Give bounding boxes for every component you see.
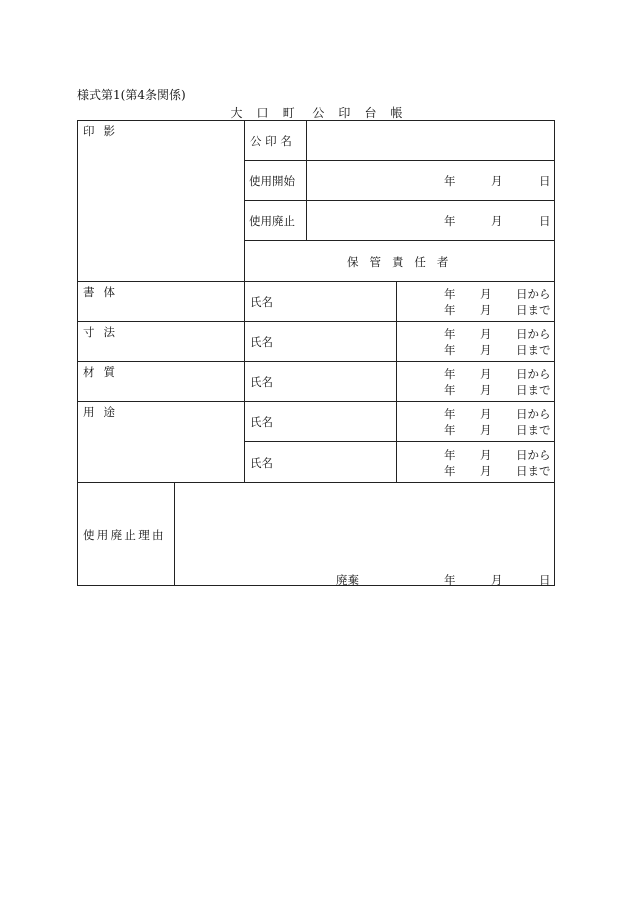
label-char: 法 bbox=[103, 325, 115, 339]
period-month: 月 bbox=[480, 423, 492, 437]
divider bbox=[244, 120, 245, 482]
period-from: 日から bbox=[516, 407, 551, 421]
period-month: 月 bbox=[480, 464, 492, 478]
disposal-day: 日 bbox=[539, 573, 551, 587]
label-char: 公 bbox=[250, 134, 262, 148]
period-from: 日から bbox=[516, 287, 551, 301]
disposal-label: 廃棄 bbox=[336, 573, 359, 587]
divider bbox=[306, 120, 307, 240]
label-char: 材 bbox=[83, 365, 95, 379]
period-to: 日まで bbox=[516, 383, 551, 397]
label-char: 名 bbox=[280, 134, 292, 148]
header-char: 責 bbox=[391, 255, 404, 269]
custodian-name-label: 氏名 bbox=[250, 375, 273, 389]
divider bbox=[244, 441, 555, 442]
ledger-title bbox=[77, 104, 556, 121]
period-to: 日まで bbox=[516, 303, 551, 317]
period-year: 年 bbox=[444, 287, 456, 301]
label-char: 影 bbox=[103, 124, 115, 138]
period-month: 月 bbox=[480, 287, 492, 301]
period-to: 日まで bbox=[516, 423, 551, 437]
label-char: 体 bbox=[103, 285, 115, 299]
end-month: 月 bbox=[491, 214, 503, 228]
period-year: 年 bbox=[444, 303, 456, 317]
title-char: 帳 bbox=[390, 106, 403, 120]
period-month: 月 bbox=[480, 327, 492, 341]
period-from: 日から bbox=[516, 448, 551, 462]
title-char: 印 bbox=[338, 106, 351, 120]
end-day: 日 bbox=[539, 214, 551, 228]
divider bbox=[77, 361, 555, 362]
start-day: 日 bbox=[539, 174, 551, 188]
label-char: 理 bbox=[138, 528, 150, 542]
divider bbox=[77, 482, 555, 483]
usage-end-label: 使用廃止 bbox=[249, 214, 295, 228]
title-char: 口 bbox=[256, 106, 269, 120]
start-year: 年 bbox=[444, 174, 456, 188]
period-year: 年 bbox=[444, 464, 456, 478]
header-char: 任 bbox=[414, 255, 426, 269]
label-char: 印 bbox=[265, 134, 277, 148]
label-char: 止 bbox=[124, 528, 136, 542]
custodian-name-label: 氏名 bbox=[250, 415, 273, 429]
period-year: 年 bbox=[444, 423, 456, 437]
form-number-label: 様式第1(第4条関係) bbox=[77, 88, 186, 102]
divider bbox=[174, 482, 175, 586]
custodian-name-label: 氏名 bbox=[250, 335, 273, 349]
label-char: 由 bbox=[151, 528, 164, 542]
divider bbox=[77, 401, 555, 402]
divider bbox=[77, 281, 555, 282]
title-char: 大 bbox=[230, 106, 243, 120]
label-char: 用 bbox=[96, 528, 109, 542]
divider bbox=[396, 281, 397, 482]
seal-name-label bbox=[250, 133, 292, 149]
label-char: 書 bbox=[83, 285, 95, 299]
dimensions-label bbox=[83, 324, 124, 340]
divider bbox=[244, 240, 555, 241]
disposal-year: 年 bbox=[444, 573, 456, 587]
discontinue-reason-label bbox=[83, 527, 163, 543]
period-month: 月 bbox=[480, 407, 492, 421]
title-char: 町 bbox=[282, 106, 295, 120]
label-char: 用 bbox=[83, 405, 95, 419]
label-char: 寸 bbox=[83, 325, 95, 339]
period-year: 年 bbox=[444, 383, 456, 397]
period-year: 年 bbox=[444, 407, 456, 421]
period-to: 日まで bbox=[516, 343, 551, 357]
label-char: 質 bbox=[103, 365, 115, 379]
title-char: 公 bbox=[312, 106, 325, 120]
period-to: 日まで bbox=[516, 464, 551, 478]
period-year: 年 bbox=[444, 343, 456, 357]
typeface-label bbox=[83, 284, 124, 300]
seal-impression-label bbox=[83, 123, 124, 139]
label-char: 廃 bbox=[110, 528, 123, 542]
divider bbox=[77, 321, 555, 322]
period-year: 年 bbox=[444, 448, 456, 462]
label-char: 印 bbox=[83, 124, 95, 138]
purpose-label bbox=[83, 404, 124, 420]
period-month: 月 bbox=[480, 367, 492, 381]
divider bbox=[244, 160, 555, 161]
label-char: 使 bbox=[83, 528, 95, 542]
custodian-header bbox=[347, 254, 448, 270]
title-char: 台 bbox=[364, 106, 377, 120]
period-month: 月 bbox=[480, 383, 492, 397]
usage-start-label: 使用開始 bbox=[249, 174, 295, 188]
period-from: 日から bbox=[516, 367, 551, 381]
header-char: 保 bbox=[347, 255, 359, 269]
header-char: 者 bbox=[436, 255, 449, 269]
period-year: 年 bbox=[444, 367, 456, 381]
divider bbox=[244, 200, 555, 201]
period-month: 月 bbox=[480, 448, 492, 462]
period-from: 日から bbox=[516, 327, 551, 341]
label-char: 途 bbox=[103, 405, 115, 419]
custodian-name-label: 氏名 bbox=[250, 456, 273, 470]
custodian-name-label: 氏名 bbox=[250, 295, 273, 309]
start-month: 月 bbox=[491, 174, 503, 188]
disposal-month: 月 bbox=[491, 573, 503, 587]
header-char: 管 bbox=[369, 255, 381, 269]
period-month: 月 bbox=[480, 303, 492, 317]
period-year: 年 bbox=[444, 327, 456, 341]
end-year: 年 bbox=[444, 214, 456, 228]
period-month: 月 bbox=[480, 343, 492, 357]
material-label bbox=[83, 364, 124, 380]
